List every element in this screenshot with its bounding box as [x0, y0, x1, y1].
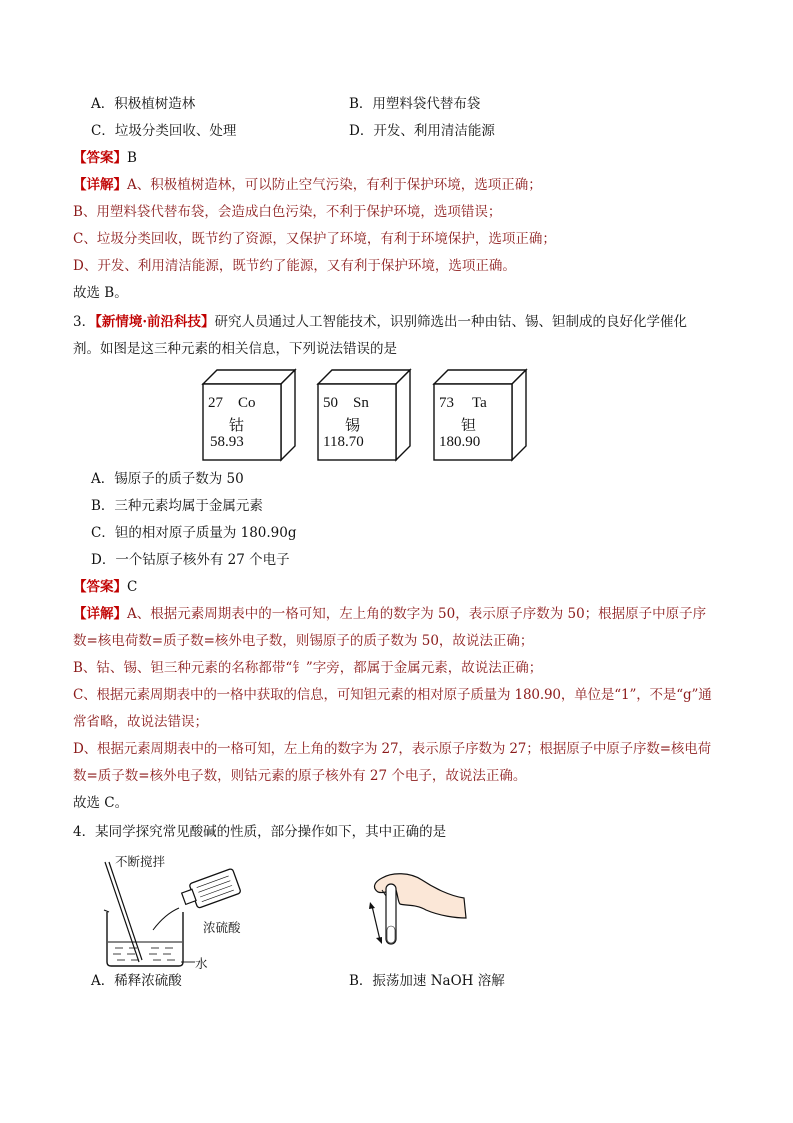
- detail-label: 【详解】: [73, 177, 127, 193]
- element-card-ta: [432, 368, 528, 462]
- label-acid: 浓硫酸: [203, 920, 241, 935]
- atomic-mass: 180.90: [439, 434, 481, 450]
- label-stir: 不断搅拌: [115, 854, 166, 869]
- element-card-sn: [316, 368, 412, 462]
- q3-conclusion: 故选 C。: [73, 795, 129, 811]
- q3-detail-line-2: 数=核电荷数=质子数=核外电子数，则锡原子的质子数为 50，故说法正确；: [73, 633, 534, 649]
- atomic-number: 27: [208, 395, 223, 411]
- q3-answer: [73, 578, 137, 596]
- element-card-co: [201, 368, 297, 462]
- label-water: 水: [195, 956, 208, 971]
- q2-option-a: A．积极植树造林: [91, 96, 196, 112]
- q2-option-d: D．开发、利用清洁能源: [349, 123, 495, 139]
- question-number: 3．: [73, 314, 96, 330]
- q2-option-b: B．用塑料袋代替布袋: [349, 96, 481, 112]
- q4-option-a: A．稀释浓硫酸: [91, 973, 182, 989]
- answer-value: B: [127, 150, 137, 166]
- answer-value: C: [127, 579, 138, 595]
- q3-stem-line-1: 3．【新情境·前沿科技】研究人员通过人工智能技术，识别筛选出一种由钴、锡、钽制成的良好化学催化: [73, 314, 688, 330]
- element-symbol: Co: [238, 395, 256, 411]
- q3-detail-line-3: B、钴、锡、钽三种元素的名称都带“钅”字旁，都属于金属元素，故说法正确；: [73, 660, 543, 676]
- q4-option-b: B．振荡加速 NaOH 溶解: [349, 973, 505, 989]
- element-symbol: Ta: [472, 395, 487, 411]
- q2-detail-line-4: D、开发、利用清洁能源，既节约了能源，又有利于保护环境，选项正确。: [73, 258, 516, 274]
- answer-label: 【答案】: [73, 150, 127, 166]
- answer-label: 【答案】: [73, 579, 127, 595]
- element-symbol: Sn: [353, 395, 369, 411]
- q4-stem: 4．某同学探究常见酸碱的性质，部分操作如下，其中正确的是: [73, 824, 447, 840]
- q2-answer: [73, 149, 137, 167]
- q3-option-a: A．锡原子的质子数为 50: [91, 471, 244, 487]
- element-name: 锡: [345, 418, 361, 434]
- q3-detail-line-6: D、根据元素周期表中的一格可知，左上角的数字为 27，表示原子序数为 27；根据原子中原子序数=核电荷: [73, 741, 711, 757]
- q3-detail-line-7: 数=质子数=核外电子数，则钴元素的原子核外有 27 个电子，故说法正确。: [73, 768, 527, 784]
- q2-detail-line-1: 【详解】A、积极植树造林，可以防止空气污染，有利于保护环境，选项正确；: [73, 177, 542, 193]
- element-name: 钽: [461, 418, 477, 434]
- q2-detail-line-3: C、垃圾分类回收，既节约了资源，又保护了环境，有利于环境保护，选项正确；: [73, 231, 556, 247]
- q2-conclusion: 故选 B。: [73, 285, 128, 301]
- q3-option-b: B．三种元素均属于金属元素: [91, 498, 263, 514]
- q2-option-c: C．垃圾分类回收、处理: [91, 123, 237, 139]
- atomic-number: 50: [323, 395, 338, 411]
- q3-detail-line-1: 【详解】A、根据元素周期表中的一格可知，左上角的数字为 50，表示原子序数为 50；根据原子中原子序: [73, 606, 707, 622]
- q2-detail-line-2: B、用塑料袋代替布袋，会造成白色污染，不利于保护环境，选项错误；: [73, 204, 502, 220]
- figure-shake-tube: [360, 866, 470, 958]
- q3-option-d: D．一个钴原子核外有 27 个电子: [91, 552, 290, 568]
- context-tag: 【新情境·前沿科技】: [95, 314, 215, 330]
- detail-label: 【详解】: [73, 606, 127, 622]
- element-name: 钴: [229, 418, 245, 434]
- atomic-mass: 58.93: [210, 434, 244, 450]
- hand-tube-illustration: [360, 866, 470, 958]
- q3-stem-line-2: 剂。如图是这三种元素的相关信息，下列说法错误的是: [73, 341, 397, 357]
- figure-dilute-acid: [95, 850, 265, 971]
- atomic-number: 73: [439, 395, 454, 411]
- q3-detail-line-5: 常省略，故说法错误；: [73, 714, 208, 730]
- q3-option-c: C．钽的相对原子质量为 180.90g: [91, 525, 297, 541]
- atomic-mass: 118.70: [323, 434, 364, 450]
- q3-detail-line-4: C、根据元素周期表中的一格中获取的信息，可知钽元素的相对原子质量为 180.90，单位是“1”，不是“g”通: [73, 687, 712, 703]
